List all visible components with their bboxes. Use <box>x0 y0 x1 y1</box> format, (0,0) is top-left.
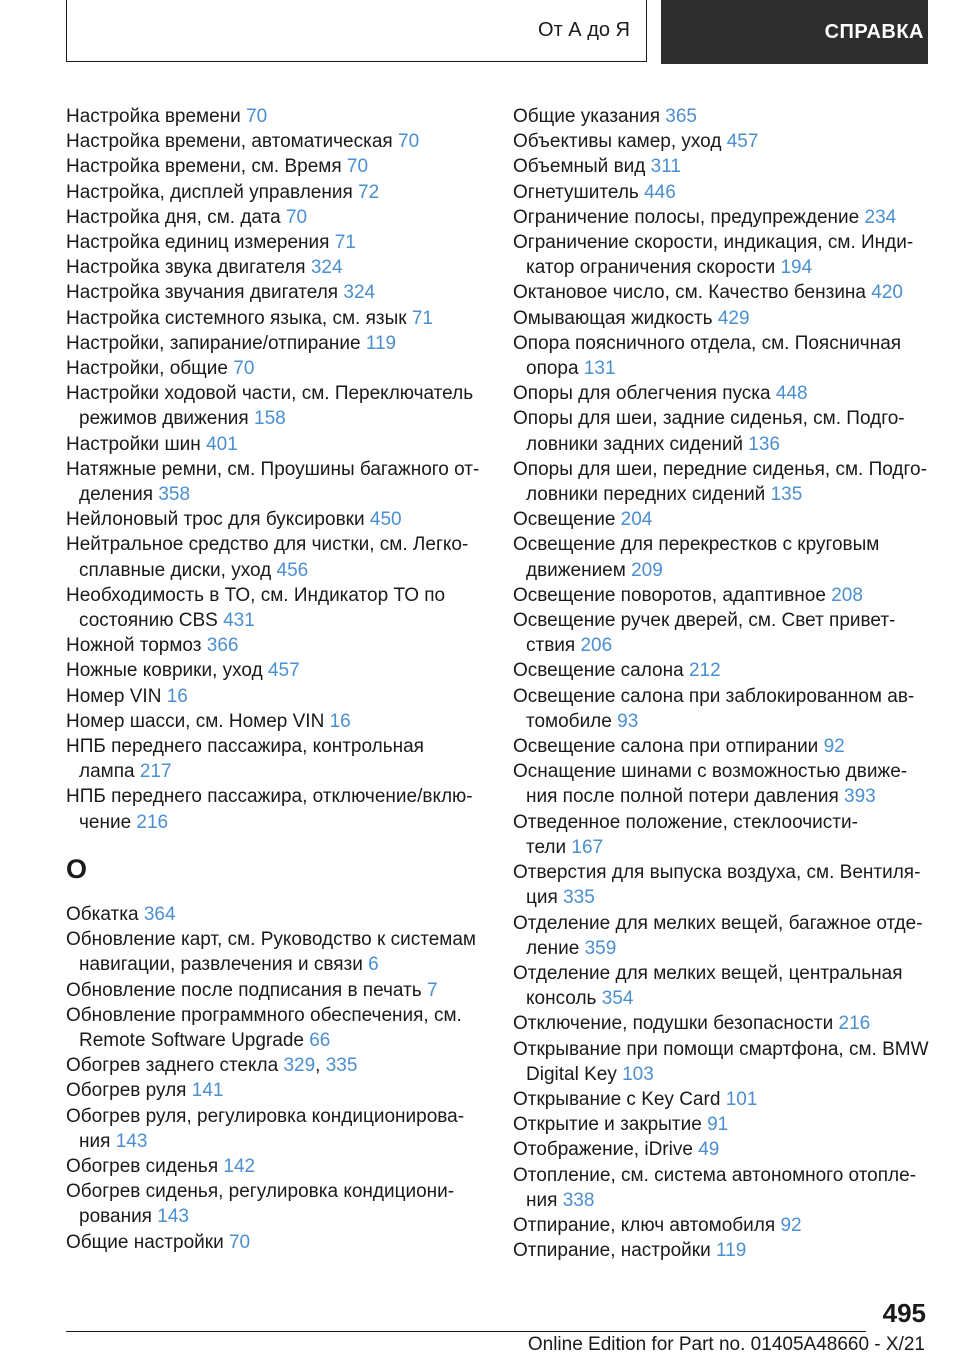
index-term: Необходимость в ТО, см. Индикатор ТО по <box>66 584 446 606</box>
page-link[interactable]: 72 <box>358 181 380 203</box>
index-term: Отображение, iDrive <box>513 1139 693 1161</box>
page-link[interactable]: 119 <box>365 332 397 354</box>
index-term: Общие указания <box>513 106 661 127</box>
index-column-right <box>513 104 933 1263</box>
page-link[interactable]: 431 <box>223 610 255 632</box>
index-term: Опора поясничного отдела, см. Поясничная <box>513 332 902 354</box>
index-term: Настройки шин <box>66 433 201 455</box>
page-link[interactable]: 141 <box>191 1080 224 1102</box>
page-link[interactable]: 324 <box>343 282 376 304</box>
index-entry <box>513 911 933 961</box>
index-column-left <box>66 104 486 1255</box>
page-link[interactable]: 234 <box>864 206 897 228</box>
index-entry <box>66 507 486 532</box>
index-entry <box>513 1011 933 1036</box>
index-entry <box>513 1163 933 1213</box>
page-link[interactable]: 358 <box>158 484 191 506</box>
index-entry <box>66 129 486 154</box>
index-term: Освещение ручек дверей, см. Свет привет- <box>513 610 896 632</box>
chapter-tab[interactable] <box>661 0 928 64</box>
index-entry <box>66 230 486 255</box>
page-link[interactable]: 393 <box>844 786 876 808</box>
index-term-continuation: ление <box>526 937 580 959</box>
index-term: Обогрев заднего стекла <box>66 1055 279 1077</box>
index-term: Нейтральное средство для чистки, см. Легко- <box>66 534 469 556</box>
index-entry <box>66 1078 486 1103</box>
index-term-continuation: ния <box>526 1189 558 1211</box>
index-term-continuation: рования <box>79 1206 152 1228</box>
index-term: Ограничение полосы, предупреждение <box>513 206 860 228</box>
index-term: Общие настройки <box>66 1231 224 1253</box>
index-term: Нейлоновый трос для буксировки <box>66 509 365 531</box>
index-term-continuation: ловники передних сидений <box>526 484 766 506</box>
index-entry <box>513 331 933 381</box>
index-term-continuation: ния <box>79 1130 111 1152</box>
index-entry <box>513 381 933 406</box>
index-term: Настройка системного языка, см. язык <box>66 307 407 329</box>
index-term: Обогрев сиденья, регулировка кондициони- <box>66 1181 455 1203</box>
index-term-continuation: консоль <box>526 988 597 1010</box>
index-entry <box>66 255 486 280</box>
page-link[interactable]: 70 <box>228 1231 251 1253</box>
index-entry <box>513 1238 933 1263</box>
page-link[interactable]: 456 <box>276 559 309 581</box>
index-entry <box>513 1037 933 1087</box>
index-entry <box>66 633 486 658</box>
page-number: 495 <box>882 1298 926 1328</box>
page-link[interactable]: 136 <box>748 433 780 455</box>
index-term: Опоры для шеи, передние сиденья, см. Подго- <box>513 458 927 480</box>
page-link[interactable]: 208 <box>831 584 863 606</box>
index-term: НПБ переднего пассажира, отключение/вклю- <box>66 786 473 808</box>
index-entry <box>66 532 486 582</box>
page-link[interactable]: 364 <box>143 903 176 925</box>
index-term: Номер шасси, см. Номер VIN <box>66 710 325 732</box>
footer-divider <box>66 1331 866 1332</box>
index-term: Настройка, дисплей управления <box>66 181 353 203</box>
index-term: Обновление после подписания в печать <box>66 979 422 1001</box>
index-term: Отпирание, ключ автомобиля <box>513 1214 776 1236</box>
index-term: Отопление, см. система автономного отопле- <box>513 1164 917 1186</box>
index-entry <box>513 1087 933 1112</box>
page-link[interactable]: 457 <box>726 131 759 153</box>
index-term: Отключение, подушки безопасности <box>513 1013 834 1035</box>
index-term: Отпирание, настройки <box>513 1240 711 1262</box>
page-link[interactable]: 92 <box>823 736 845 758</box>
index-term: Обновление программного обеспечения, см. <box>66 1004 462 1026</box>
page-link[interactable]: 103 <box>622 1063 654 1085</box>
page-link[interactable]: 448 <box>775 383 808 405</box>
index-list-n <box>66 104 486 835</box>
page-link[interactable]: 16 <box>166 685 188 707</box>
page-link[interactable]: 216 <box>838 1013 871 1035</box>
index-term: Опоры для шеи, задние сиденья, см. Подго- <box>513 408 905 430</box>
index-term-continuation: ция <box>526 887 558 909</box>
page-link[interactable]: 204 <box>620 509 653 531</box>
index-entry <box>513 658 933 683</box>
index-entry <box>66 583 486 633</box>
index-entry <box>513 810 933 860</box>
index-term: Освещение <box>513 509 616 531</box>
page-link[interactable]: 420 <box>871 282 903 304</box>
index-entry <box>513 230 933 280</box>
page-link[interactable]: 401 <box>206 433 238 455</box>
index-term: Настройка дня, см. дата <box>66 206 281 228</box>
section-letter: О <box>66 853 88 884</box>
page-header <box>66 0 928 64</box>
index-term: Настройка звука двигателя <box>66 257 306 279</box>
page-link[interactable]: 71 <box>334 232 356 254</box>
index-term: Отделение для мелких вещей, багажное отде- <box>513 912 923 934</box>
index-term-continuation: состоянию CBS <box>79 610 218 632</box>
index-term-continuation: Remote Software Upgrade <box>79 1029 304 1051</box>
page-link[interactable]: 329 <box>283 1055 316 1077</box>
index-term: Освещение салона <box>513 660 684 682</box>
index-term: Обновление карт, см. Руководство к системам <box>66 929 476 951</box>
index-term: Обкатка <box>66 903 139 925</box>
page-link[interactable]: 209 <box>631 559 663 581</box>
index-term: Настройка времени, см. Время <box>66 156 342 178</box>
page-link[interactable]: 143 <box>115 1130 148 1152</box>
index-term-continuation: сплавные диски, уход <box>79 559 272 581</box>
index-term: Обогрев руля <box>66 1080 187 1102</box>
index-term: Объемный вид <box>513 156 646 178</box>
page-link[interactable]: 6 <box>368 954 379 976</box>
index-term: Номер VIN <box>66 685 162 707</box>
index-entry <box>66 331 486 356</box>
index-term: Освещение салона при отпирании <box>513 736 819 758</box>
index-term: Обогрев сиденья <box>66 1155 219 1177</box>
index-entry <box>513 180 933 205</box>
index-entry <box>513 532 933 582</box>
index-entry <box>66 684 486 709</box>
index-entry <box>66 1003 486 1053</box>
page-link[interactable]: 16 <box>329 710 351 732</box>
index-term-continuation: режимов движения <box>79 408 249 430</box>
page-link[interactable]: 70 <box>233 358 255 380</box>
index-term: Натяжные ремни, см. Проушины багажного от- <box>66 458 480 480</box>
index-entry <box>66 104 486 129</box>
index-entry <box>513 1112 933 1137</box>
index-entry <box>513 406 933 456</box>
index-term-continuation: деления <box>79 484 154 506</box>
index-term: Отверстия для выпуска воздуха, см. Вентиля- <box>513 862 921 884</box>
index-entry <box>66 1053 486 1078</box>
page-link[interactable]: 119 <box>715 1240 747 1262</box>
index-entry <box>66 1230 486 1255</box>
index-term-continuation: ния после полной потери давления <box>526 786 839 808</box>
page-link[interactable]: 338 <box>562 1189 595 1211</box>
index-term: Освещение поворотов, адаптивное <box>513 584 826 606</box>
section-tab[interactable] <box>66 0 647 62</box>
index-entry <box>66 902 486 927</box>
index-entry <box>66 306 486 331</box>
index-term-continuation: катор ограничения скорости <box>526 257 776 279</box>
page-link[interactable]: 70 <box>398 131 420 153</box>
index-term: Открытие и закрытие <box>513 1114 702 1136</box>
index-entry <box>66 381 486 431</box>
index-entry <box>513 961 933 1011</box>
index-term: Открывание при помощи смартфона, см. BMW <box>513 1038 929 1060</box>
page-link[interactable]: 359 <box>584 937 617 959</box>
index-entry <box>513 280 933 305</box>
page-link[interactable]: 71 <box>411 307 433 329</box>
index-term: Оснащение шинами с возможностью движе- <box>513 761 908 783</box>
section-tab-label: От А до Я <box>538 19 630 41</box>
index-term: Настройки, общие <box>66 358 228 380</box>
index-entry <box>66 1179 486 1229</box>
index-term: Настройки, запирание/отпирание <box>66 332 361 354</box>
page-link[interactable]: 91 <box>707 1114 729 1136</box>
page-link[interactable]: 206 <box>580 635 613 657</box>
chapter-tab-label: СПРАВКА <box>824 20 924 43</box>
index-term: Открывание с Key Card <box>513 1088 721 1110</box>
index-entry <box>513 583 933 608</box>
index-term: Ограничение скорости, индикация, см. Инди- <box>513 232 914 254</box>
index-term: Обогрев руля, регулировка кондиционирова- <box>66 1105 465 1127</box>
index-entry <box>513 734 933 759</box>
index-entry <box>513 306 933 331</box>
page-link[interactable]: 324 <box>310 257 343 279</box>
page-separator: , <box>315 1055 326 1077</box>
page-link[interactable]: 70 <box>285 206 308 228</box>
index-entry <box>513 129 933 154</box>
index-term: Отведенное положение, стеклоочисти- <box>513 811 858 833</box>
page-link[interactable]: 49 <box>698 1139 720 1161</box>
index-term: Опоры для облегчения пуска <box>513 383 771 405</box>
index-entry <box>513 684 933 734</box>
index-entry <box>66 432 486 457</box>
page-link[interactable]: 167 <box>571 836 604 858</box>
index-entry <box>66 658 486 683</box>
index-term: НПБ переднего пассажира, контрольная <box>66 736 424 758</box>
index-term: Освещение салона при заблокированном ав- <box>513 685 915 707</box>
index-term: Отделение для мелких вещей, центральная <box>513 962 903 984</box>
index-list-o <box>66 902 486 1255</box>
page-link[interactable]: 335 <box>563 887 595 909</box>
index-entry <box>66 154 486 179</box>
page-link[interactable]: 101 <box>725 1088 758 1110</box>
page-link[interactable]: 93 <box>617 710 639 732</box>
index-entry <box>513 1213 933 1238</box>
index-term-continuation: Digital Key <box>526 1063 617 1085</box>
index-entry <box>66 734 486 784</box>
index-term: Омывающая жидкость <box>513 307 713 329</box>
index-entry <box>513 507 933 532</box>
index-term: Настройка звучания двигателя <box>66 282 339 304</box>
index-term-continuation: ствия <box>526 635 576 657</box>
index-term: Ножные коврики, уход <box>66 660 263 682</box>
page-link[interactable]: 158 <box>254 408 286 430</box>
index-term: Настройки ходовой части, см. Переключатель <box>66 383 474 405</box>
index-term-continuation: навигации, развлечения и связи <box>79 954 363 976</box>
page-link[interactable]: 142 <box>223 1155 256 1177</box>
index-term-continuation: лампа <box>79 761 135 783</box>
page-link[interactable]: 217 <box>139 761 172 783</box>
index-entry <box>66 784 486 834</box>
index-entry <box>66 205 486 230</box>
index-term: Ножной тормоз <box>66 635 202 657</box>
page-link[interactable]: 354 <box>601 988 634 1010</box>
index-entry <box>66 709 486 734</box>
index-entry <box>513 457 933 507</box>
index-term: Освещение для перекрестков с круговым <box>513 534 880 556</box>
index-entry <box>66 180 486 205</box>
page-link[interactable]: 70 <box>346 156 369 178</box>
page-link[interactable]: 131 <box>583 358 616 380</box>
page-link[interactable]: 66 <box>309 1029 331 1051</box>
page-link[interactable]: 212 <box>688 660 721 682</box>
page-link[interactable]: 335 <box>325 1055 358 1077</box>
index-entry <box>513 205 933 230</box>
index-term: Настройка времени <box>66 106 241 127</box>
index-term-continuation: томобиле <box>526 710 612 732</box>
index-term-continuation: ловники задних сидений <box>526 433 744 455</box>
index-entry <box>66 927 486 977</box>
page-link[interactable]: 216 <box>136 811 169 833</box>
index-list-right <box>513 104 933 1263</box>
page-link[interactable]: 143 <box>157 1206 189 1228</box>
page-link[interactable]: 194 <box>780 257 813 279</box>
page-link[interactable]: 311 <box>650 156 681 178</box>
index-entry <box>66 1154 486 1179</box>
index-entry <box>66 978 486 1003</box>
page-link[interactable]: 457 <box>267 660 300 682</box>
index-entry <box>513 104 933 129</box>
index-entry <box>66 356 486 381</box>
page-link[interactable]: 70 <box>246 106 268 127</box>
page-link[interactable]: 429 <box>717 307 750 329</box>
index-entry <box>513 759 933 809</box>
index-term: Огнетушитель <box>513 181 639 203</box>
footer-edition: Online Edition for Part no. 01405A48660 - X/21 <box>527 1334 925 1355</box>
index-term-continuation: тели <box>526 836 567 858</box>
index-entry <box>513 860 933 910</box>
page-link[interactable]: 366 <box>206 635 239 657</box>
index-term: Настройка единиц измерения <box>66 232 330 254</box>
index-term: Октановое число, см. Качество бензина <box>513 282 866 304</box>
page-link[interactable]: 446 <box>644 181 676 203</box>
index-entry <box>66 280 486 305</box>
index-term-continuation: движением <box>526 559 626 581</box>
index-entry <box>513 1137 933 1162</box>
index-term: Объективы камер, уход <box>513 131 722 153</box>
page-link[interactable]: 92 <box>780 1214 802 1236</box>
index-entry <box>513 154 933 179</box>
index-term-continuation: чение <box>79 811 132 833</box>
page-link[interactable]: 7 <box>426 979 438 1001</box>
index-entry <box>66 457 486 507</box>
page-link[interactable]: 135 <box>770 484 803 506</box>
page-link[interactable]: 365 <box>665 106 697 127</box>
index-entry <box>513 608 933 658</box>
index-term: Настройка времени, автоматическая <box>66 131 393 153</box>
index-term-continuation: опора <box>526 358 579 380</box>
index-entry <box>66 1104 486 1154</box>
page-link[interactable]: 450 <box>369 509 402 531</box>
